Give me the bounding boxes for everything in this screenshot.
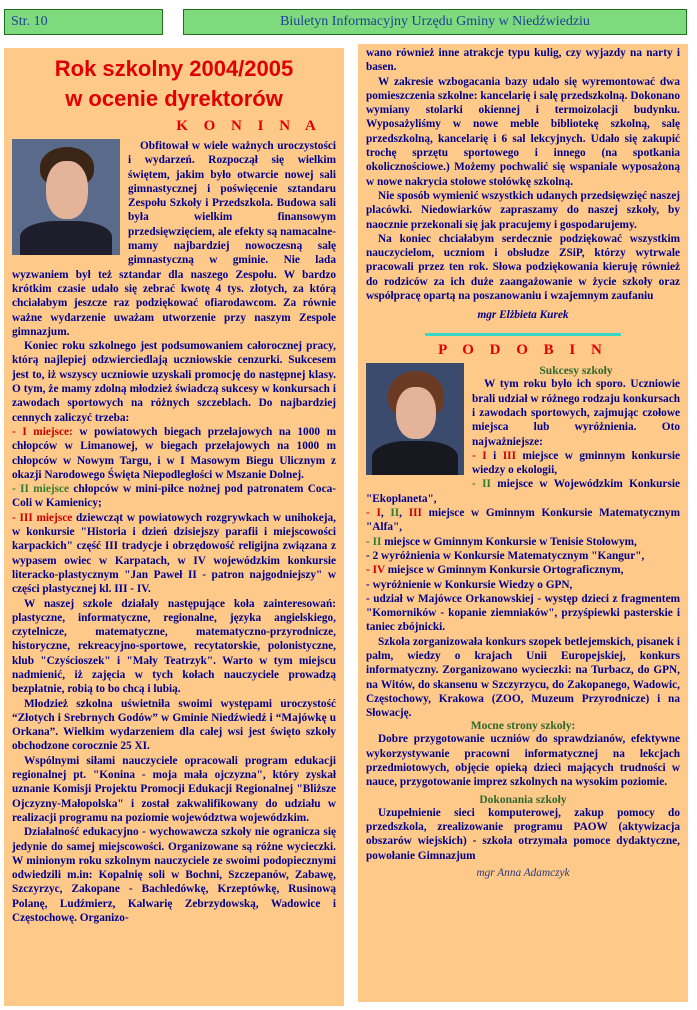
paragraph: wano również inne atrakcje typu kulig, czy wyjazdy na narty i basen.	[366, 47, 680, 74]
list-item: - II miejsce w Wojewódzkim Konkursie "Ekoplaneta",	[366, 478, 680, 505]
subheading-successes: Sukcesy szkoły	[539, 365, 613, 378]
paragraph: W zakresie wzbogacania bazy udało się wyremontować dwa pomieszczenia szkolne: kancelarię i salę przedszkolną. Dokonano wymiany stolarki okiennej i termoizolacji budynku. Wyposażyliśmy w nowe meble bibliotekę szkolną, salę przedszkolną, kancelarię i 6 sal lekcyjnych. Udało się zakupić trochę sprzętu sportowego i innego (na spotkania okolicznościowe.) Możemy pochwalić się wspaniale wyposażoną w nowe nakrycia stołowe stołówkę szkolną.	[366, 75, 680, 188]
list-item: - I i III miejsce w gminnym konkursie wiedzy o ekologii,	[472, 449, 681, 477]
paragraph: Dobre przygotowanie uczniów do sprawdzianów, efektywne wykorzystywanie pracowni informatycznej na lekcjach przedmiotowych, objęcie opieką dzieci mających trudności w nauce, przygotowanie imprez szkolnych na wysokim poziomie.	[366, 733, 680, 789]
section-divider	[425, 333, 621, 336]
paragraph: Wspólnymi siłami nauczyciele opracowali program edukacji regionalnej pt. "Konina - moja mała ojczyzna", który zyskał uznanie Komisji Projektu Promocji Edukacji Regionalnej "Bliższe Ojczyzny-Małopolska" i został zakwalifikowany do udziału w realizacji programu na poziomie województwa wojewódzkim.	[12, 754, 336, 824]
paragraph: Uzupełnienie sieci komputerowej, zakup pomocy do przedszkola, zrealizowanie programu PAOW (aktywizacja obszarów wiejskich) - szkoła otrzymała pomoce dydaktyczne, powołanie Gimnazjum	[366, 806, 680, 862]
section-podobin: P O D O B I N	[438, 342, 608, 359]
list-item: - I, II, III miejsce w Gminnym Konkursie Matematycznym "Alfa",	[366, 507, 680, 534]
portrait-photo-konina	[12, 139, 120, 255]
left-column	[4, 48, 344, 1006]
list-item: - IV miejsce w Gminnym Konkursie Ortograficznym,	[366, 564, 624, 577]
subheading-strengths: Mocne strony szkoły:	[470, 720, 576, 733]
paragraph: Koniec roku szkolnego jest podsumowaniem całorocznej pracy, którą najlepiej odzwierciedlają uczniowskie cenzurki. Sukcesem jest to, iż wszyscy uczniowie uzyskali promocję do następnej klasy. O tym, że mamy zdolną młodzież świadczą sukcesy w konkursach i zawodach sportowych na różnych szczeblach. Do najbardziej cennych zaliczyć trzeba:	[12, 340, 336, 424]
list-item: - I miejsce: w powiatowych biegach przełajowych na 1000 m chłopców w Limanowej, w biegach przełajowych na 1000 m chłopców w Nowym Targu, i w I Masowym Biegu Ulicznym z okazji Narodowego Święta Niepodległości w Mszanie Dolnej.	[12, 425, 336, 481]
signature-kurek: mgr Elżbieta Kurek	[477, 309, 569, 322]
list-item: - wyróżnienie w Konkursie Wiedzy o GPN,	[366, 578, 573, 591]
page-number: Str. 10	[4, 9, 163, 35]
paragraph: Szkoła zorganizowała konkurs szopek betlejemskich, pisanek i palm, wiedzy o krajach Unii Europejskiej, konkurs informatyczny. Zorganizowano wycieczki: na Turbacz, do GPN, na Witów, do skansenu w Szczyrzycu, do Zakopanego, Wadowic, Częstochowy, Krakowa (ZOO, Muzeum Przyrodnicze) i na Słowację.	[366, 635, 680, 720]
paragraph: W tym roku było ich sporo. Uczniowie brali udział w różnego rodzaju konkursach i zawodach sportowych, zajmując czołowe miejsca lub wyróżnienia. Oto najważniejsze:	[472, 378, 680, 448]
section-konina: K O N I N A	[176, 118, 322, 134]
portrait-photo-podobin	[366, 363, 464, 475]
list-item: - 2 wyróżnienia w Konkursie Matematycznym "Kangur",	[366, 549, 645, 562]
bulletin-title: Biuletyn Informacyjny Urzędu Gminy w Niedźwiedziu	[183, 9, 687, 35]
list-item: - II miejsce chłopców w mini-piłce nożnej pod patronatem Coca-Coli w Kamienicy;	[12, 483, 337, 510]
list-item: - II miejsce w Gminnym Konkursie w Tenisie Stołowym,	[366, 535, 637, 548]
right-column	[358, 44, 688, 1002]
article-title-line2: w ocenie dyrektorów	[65, 86, 283, 111]
paragraph: W naszej szkole działały następujące koła zainteresowań: plastyczne, informatyczne, regionalne, języka angielskiego, czytelnicze, matematyczne, matematyczno-przyrodnicze, historyczne, rekreacyjno-sportowe, recytatorskie, polonistyczne, klub "Czyścioszek" i "Mały Teatrzyk". Warto w tym miejscu nadmienić, iż zajęcia w tych kołach nauczyciele prowadzą bezpłatnie, robią to bo chcą i lubią.	[12, 597, 336, 696]
article-title-line1: Rok szkolny 2004/2005	[54, 56, 294, 81]
subheading-achievements: Dokonania szkoły	[479, 793, 567, 806]
paragraph: Działalność edukacyjno - wychowawcza szkoły nie ogranicza się jedynie do samej miejscowości. Organizowane są różne wycieczki. W minionym roku szkolnym nauczyciele ze swoimi podopiecznymi odwiedzili m.in: Kopalnię soli w Bochni, Szczepanów, Zabawę, Szczyrzyc, Zakopane - Bachledówkę, Krzeptówkę, Rusinową Polanę, Ludźmierz, Kalwarię Zebrzydowską, Wadowice i Częstochowę. Organizo-	[12, 826, 336, 925]
paragraph: Nie sposób wymienić wszystkich udanych przedsięwzięć naszej placówki. Niedowiarków zapraszamy do naszej szkoły, by naocznie przekonali się jak pracujemy i gospodarujemy.	[366, 189, 680, 231]
signature-adamczyk: mgr Anna Adamczyk	[476, 866, 570, 879]
paragraph: Na koniec chciałabym serdecznie podziękować wszystkim nauczycielom, uczniom i obsłudze ZSiP, którzy wytrwale pracowali przez ten rok. Słowa podziękowania kieruję również do rodziców za ich duże zaangażowanie w życie szkoły oraz współpracę opartą na poszanowaniu i wzajemnym zaufaniu	[366, 232, 680, 303]
paragraph: Obfitował w wiele ważnych uroczystości i wydarzeń. Rozpoczął się wielkim świętem, jakim było otwarcie nowej sali gimnastycznej i poświęcenie sztandaru Zespołu Szkoły i Przedszkola. Budowa sali była wielkim finansowym przedsięwzięciem, ale efekty są namacalne-mamy najbardziej nowoczesną salę gimnastyczną w gminie. Nie lada wyzwaniem był też sztandar dla naszego Zespołu. W bardzo krótkim czasie udało się zebrać kwotę 4 tys. złotych, za którą chciałabym jeszcze raz podziękować ofiarodawcom. Za równie ważne wydarzenie uważam utworzenie przy naszym Zespole gimnazjum.	[12, 140, 336, 338]
list-item: - III miejsce dziewcząt w powiatowych rozgrywkach w unihokeja, w konkursie "Historia i dzień dzisiejszy parafii i miejscowości karpackich" część III tradycje i obrzędowość religijna związana z wypasem owiec w Karpatach, w IV wojewódzkim konkursie literacko-plastycznym "Jan Paweł II - patron najgodniejszy" w części plastycznej kl. III - IV.	[12, 511, 336, 596]
list-item: - udział w Majówce Orkanowskiej - występ dzieci z fragmentem "Komorników - kopanie ziemniaków", przyśpiewki pasterskie i taniec zbójnicki.	[366, 592, 680, 634]
paragraph: Młodzież szkolna uświetniła swoimi występami uroczystość “Złotych i Srebrnych Godów” w Gminie Niedźwiedź i “Majówkę u Orkana”. Wielkim wydarzeniem dla całej wsi jest święto szkoły obchodzone corocznie 25 XI.	[12, 697, 336, 753]
